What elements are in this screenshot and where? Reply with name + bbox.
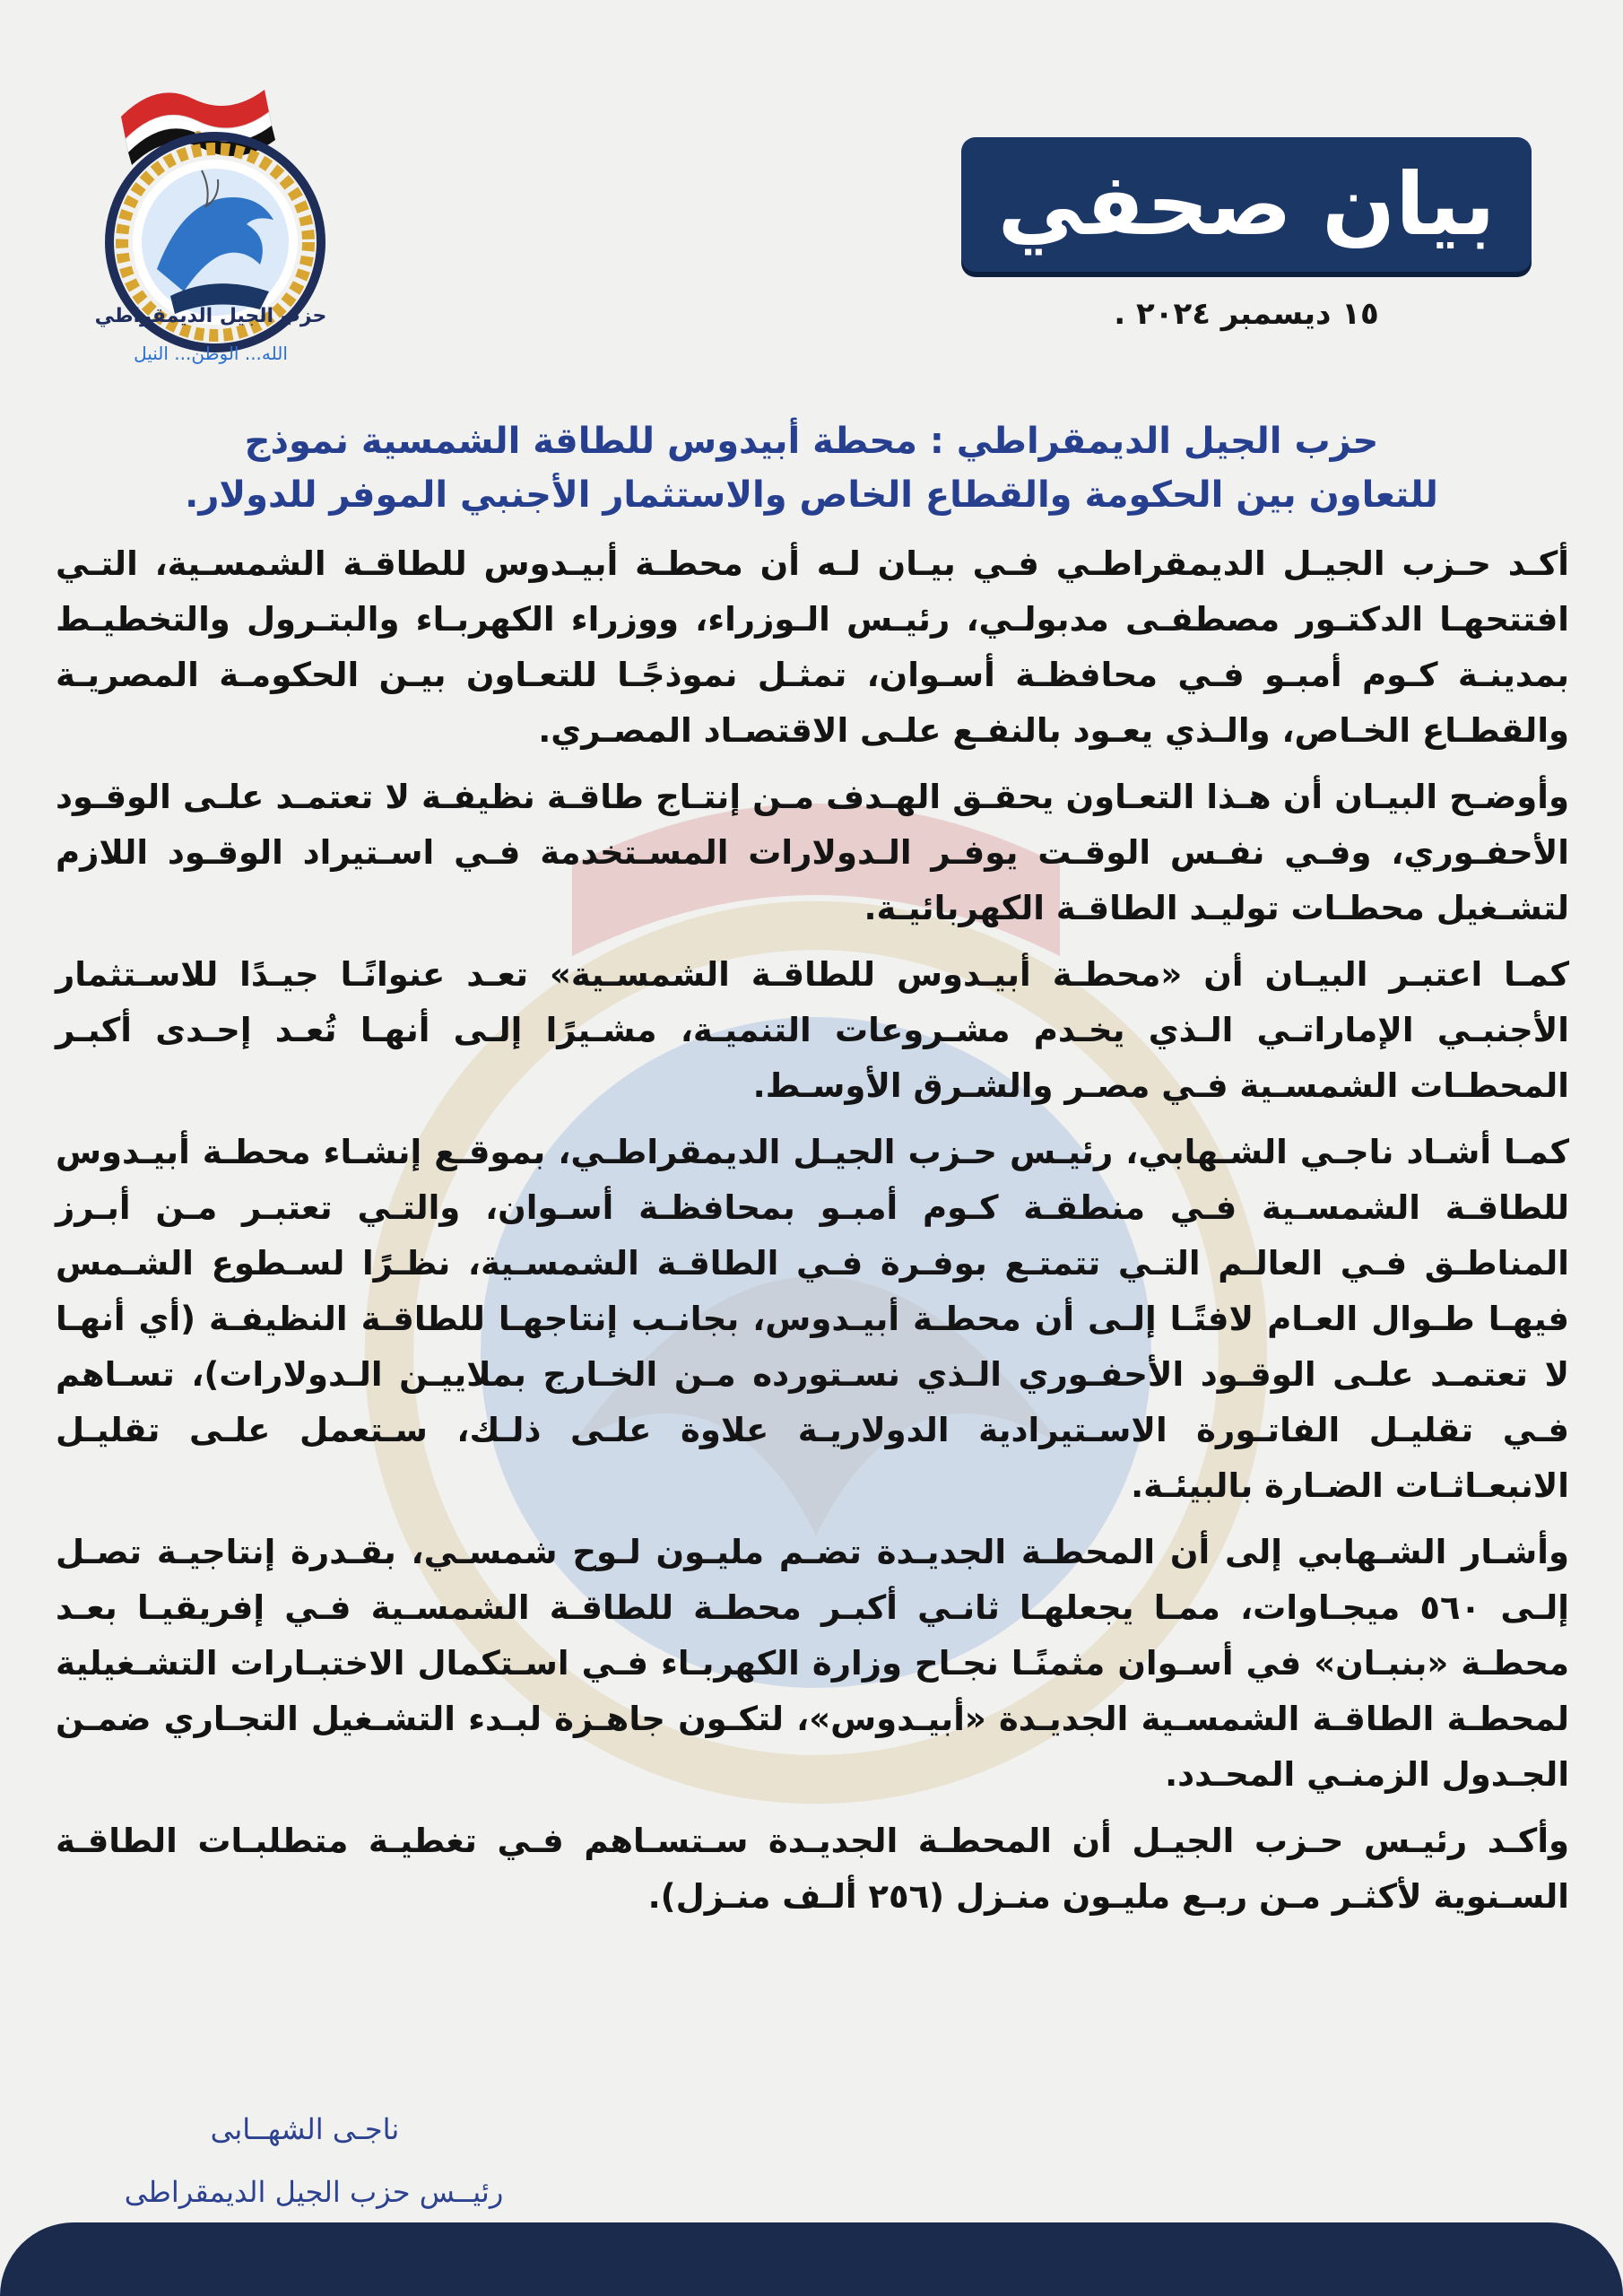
headline xyxy=(54,414,1569,522)
headline-line-1: حزب الجيل الديمقراطي : محطة أبيدوس للطاقة الشمسية نموذج xyxy=(244,421,1379,462)
paragraph-5: وأشـار الشـهابي إلى أن المحطـة الجديـدة تضـم مليـون لـوح شمسـي، بقـدرة إنتاجيـة تصـل إلـى ٥٦٠ ميجـاوات، ممـا يجعلهـا ثانـي أكبـر محطـة للطاقـة الشمسـية فـي إفريقيـا بعـد محطـة «بنبـان» في أسـوان مثمنًـا نجـاح وزارة الكهربـاء فـي اسـتكمال الاختبـارات التشـغيلية لمحطـة الطاقـة الشمسـية الجديـدة «أبيـدوس»، لتكـون جاهـزة لبـدء التشـغيل التجـاري ضمـن الجـدول الزمنـي المحـدد. xyxy=(56,1533,1569,1794)
headline-line-2: للتعاون بين الحكومة والقطاع الخاص والاستثمار الأجنبي الموفر للدولار. xyxy=(185,474,1438,516)
logo-slogan: الله... الوطن... النيل xyxy=(134,343,288,364)
signature-name: ناجـى الشهــابى xyxy=(210,2112,400,2146)
paragraph-6: وأكـد رئيـس حـزب الجيـل أن المحطـة الجديـدة سـتسـاهم فـي تغطيـة متطلبـات الطاقـة السـنوية لأكثـر مـن ربـع مليـون منـزل (٢٥٦ ألـف منـزل). xyxy=(56,1822,1569,1916)
paragraph-4: كمـا أشـاد ناجـي الشـهابي، رئيـس حـزب الجيـل الديمقراطـي، بموقـع إنشـاء محطـة أبيـدوس للطاقـة الشمسـية فـي منطقـة كـوم أمبـو بمحافظـة أسـوان، والتـي تعتبـر مـن أبـرز المناطـق فـي العالـم التـي تتمتـع بوفـرة فـي الطاقـة الشمسـية، نظـرًا لسـطوع الشـمس فيهـا طـوال العـام لافتًـا إلـى أن محطـة أبيـدوس، بجانـب إنتاجهـا للطاقـة النظيفـة (أي أنهـا لا تعتمـد علـى الوقـود الأحفـوري الـذي نسـتورده مـن الخـارج بملاييـن الـدولارات)، تسـاهم فـي تقليـل الفاتـورة الاسـتيرادية الدولاريـة علاوة علـى ذلـك، سـتعمل علـى تقليـل الانبعـاثـات الضـارة بالبيئـة. xyxy=(56,1133,1569,1505)
paragraph-2: وأوضـح البيـان أن هـذا التعـاون يحقـق الهـدف مـن إنتـاج طاقـة نظيفـة لا تعتمـد علـى الوقـود الأحفـوري، وفـي نفـس الوقـت يوفـر الـدولارات المسـتخدمة فـي اسـتيراد الوقـود اللازم لتشـغيل محطـات توليـد الطاقـة الكهربائيـة. xyxy=(56,778,1569,927)
release-date: ١٥ ديسمبر ٢٠٢٤ . xyxy=(1114,296,1379,332)
logo-party-name: حزب الجيل الديمقراطي xyxy=(94,305,327,327)
footer-band xyxy=(0,2222,1623,2296)
signature-title: رئيــس حزب الجيل الديمقراطى xyxy=(124,2175,504,2209)
paragraph-3: كمـا اعتبـر البيـان أن «محطـة أبيـدوس للطاقـة الشمسـية» تعـد عنوانًـا جيـدًا للاسـتثمار الأجنبـي الإماراتـي الـذي يخـدم مشـروعات التنميـة، مشـيرًا إلـى أنهـا تُعـد إحـدى أكبـر المحطـات الشمسـية فـي مصـر والشـرق الأوسـط. xyxy=(56,955,1569,1105)
article-body xyxy=(56,536,1569,1935)
press-release-title: بيان صحفي xyxy=(997,154,1496,255)
party-logo-icon xyxy=(76,63,354,377)
paragraph-1: أكـد حـزب الجيـل الديمقراطـي فـي بيـان لـه أن محطـة أبيـدوس للطاقـة الشمسـية، التـي افتتحهـا الدكتـور مصطفـى مدبولـي، رئيـس الـوزراء، ووزراء الكهربـاء والبتـرول والتخطيـط بمدينـة كـوم أمبـو فـي محافظـة أسـوان، تمثـل نموذجًـا للتعـاون بيـن الحكومـة المصريـة والقطـاع الخـاص، والـذي يعـود بالنفـع علـى الاقتصـاد المصـري. xyxy=(56,544,1569,750)
